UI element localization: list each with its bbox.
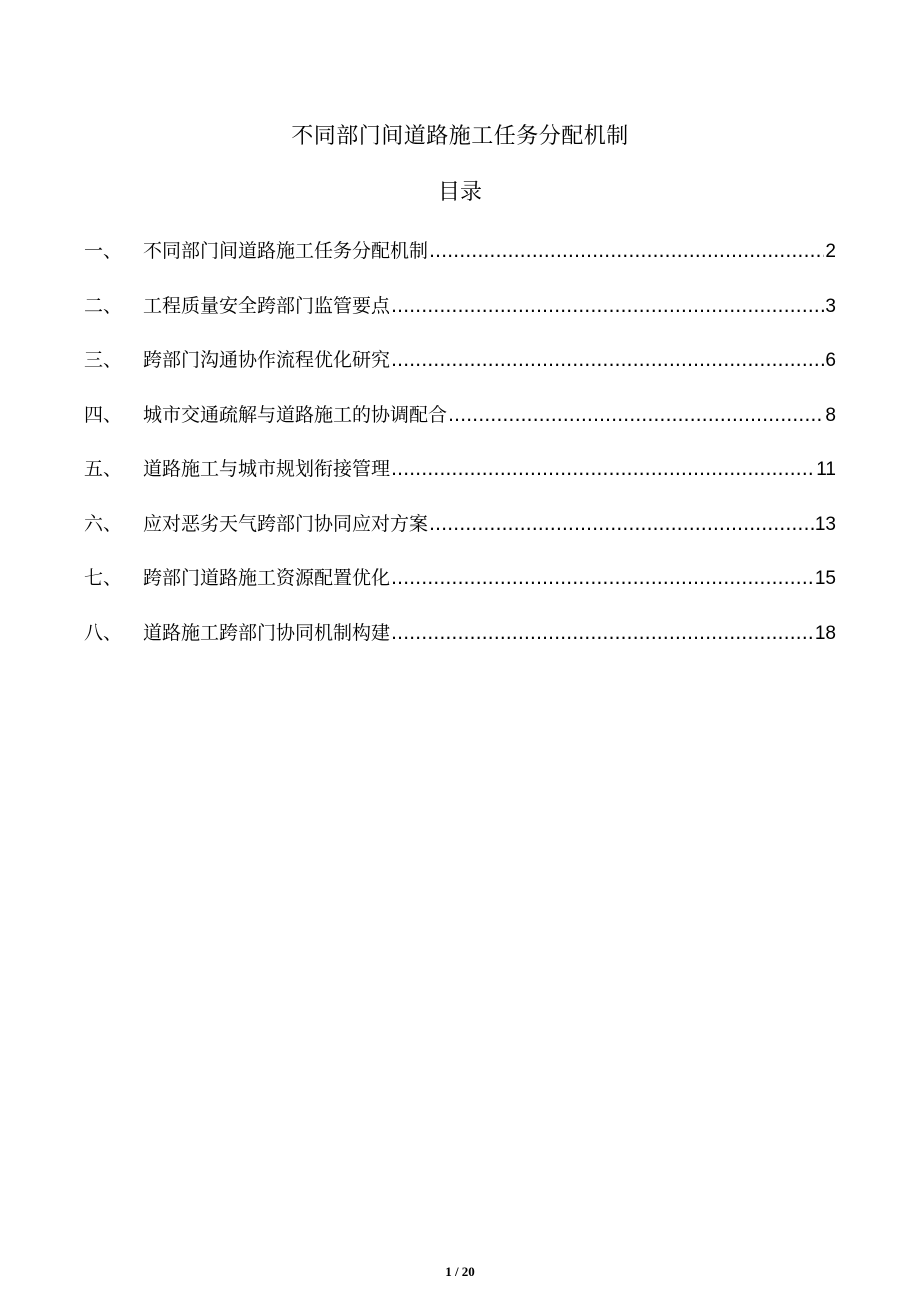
toc-entry-2[interactable]: [84, 289, 836, 344]
toc-dot-leader: [391, 452, 815, 486]
toc-entry-5[interactable]: [84, 452, 836, 507]
toc-entry-number: 八、: [84, 621, 123, 644]
toc-entry-title: 工程质量安全跨部门监管要点: [143, 294, 391, 317]
toc-dot-leader: [391, 289, 824, 323]
toc-entry-7[interactable]: [84, 561, 836, 616]
toc-entry-title: 跨部门道路施工资源配置优化: [143, 567, 391, 589]
toc-entry-number: 一、: [84, 240, 123, 262]
document-title: 不同部门间道路施工任务分配机制: [291, 124, 629, 149]
toc-entry-number: 三、: [84, 349, 123, 371]
toc-entry-page: 11: [816, 459, 836, 480]
toc-heading: 目录: [437, 180, 482, 205]
page-number-footer: 1 / 20: [445, 1264, 475, 1279]
toc-entry-4[interactable]: [84, 398, 836, 453]
toc-entry-page: 3: [825, 295, 836, 317]
toc-entry-page: 15: [814, 568, 836, 589]
toc-entry-page: 13: [814, 513, 836, 535]
toc-dot-leader: [391, 343, 824, 377]
toc-entry-title: 跨部门沟通协作流程优化研究: [143, 349, 391, 371]
toc-entry-number: 五、: [84, 458, 123, 480]
toc-entry-3[interactable]: [84, 343, 836, 398]
toc-entry-6[interactable]: [84, 507, 836, 562]
toc-dot-leader: [391, 616, 814, 650]
toc-dot-leader: [391, 561, 814, 595]
toc-entry-title: 道路施工跨部门协同机制构建: [143, 621, 391, 644]
toc-entry-1[interactable]: [84, 234, 836, 289]
toc-entry-number: 六、: [84, 512, 123, 535]
toc-dot-leader: [429, 507, 814, 541]
toc-entry-page: 2: [825, 241, 836, 262]
toc-entry-number: 二、: [84, 294, 123, 317]
toc-entry-page: 8: [825, 404, 836, 426]
toc-entry-number: 七、: [84, 567, 123, 589]
toc-entry-page: 6: [825, 350, 836, 371]
toc-entry-title: 应对恶劣天气跨部门协同应对方案: [143, 512, 429, 535]
toc-entry-title: 城市交通疏解与道路施工的协调配合: [143, 403, 448, 426]
toc-dot-leader: [429, 234, 824, 268]
toc-dot-leader: [448, 398, 824, 432]
table-of-contents: [84, 234, 836, 670]
toc-entry-page: 18: [814, 622, 836, 644]
toc-entry-title: 道路施工与城市规划衔接管理: [143, 458, 391, 480]
toc-entry-number: 四、: [84, 403, 123, 426]
toc-entry-title: 不同部门间道路施工任务分配机制: [143, 240, 429, 262]
toc-entry-8[interactable]: [84, 616, 836, 671]
